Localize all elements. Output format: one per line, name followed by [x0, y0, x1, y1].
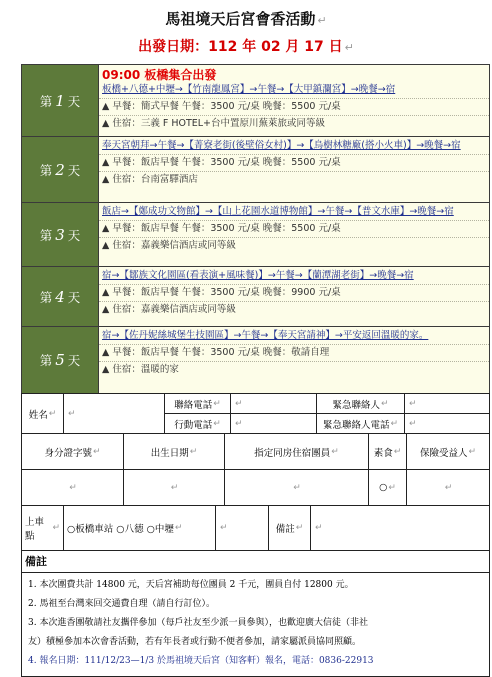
- note-item: 1. 本次團費共計 14800 元，天后宮補助每位團員 2 千元，團員自付 12800 元。: [28, 580, 354, 590]
- roommate-label: 指定同房住宿團員 ↵: [225, 434, 369, 469]
- day-stay-2: ▲ 住宿：台南富驛酒店: [99, 171, 489, 188]
- emergency-phone-label: 緊急聯絡人電話 ↵: [317, 414, 405, 433]
- day-route-5: 宿→【佐丹妮絲城堡生技園區】→午餐→【奉天宮請神】→平安返回溫暖的家。: [102, 330, 429, 341]
- name-label: 姓名 ↵: [22, 394, 64, 433]
- vegetarian-label: 素食 ↵: [369, 434, 407, 469]
- day-stay-5: ▲ 住宿：溫暖的家: [99, 361, 489, 378]
- meeting-time: 09:00 板橋集合出發: [102, 68, 217, 82]
- registration-form: [21, 393, 490, 551]
- day-row-2: [22, 137, 489, 203]
- birth-date-label: 出生日期 ↵: [124, 434, 225, 469]
- id-number-label: 身分證字號 ↵: [22, 434, 124, 469]
- id-number-field[interactable]: ↵: [22, 470, 124, 505]
- day-detail-4: [99, 267, 489, 326]
- mobile-field[interactable]: ↵: [235, 418, 243, 429]
- day-meals-1: ▲ 早餐：簡式早餐 午餐：3500 元/桌 晚餐：5500 元/桌: [99, 98, 489, 115]
- note-item: 2. 馬祖至台灣來回交通費自理（請自行訂位）。: [28, 599, 215, 609]
- day-route-1: 09:00 板橋集合出發 板橋+八德+中壢→【竹南龍鳳宮】→午餐→【大甲鎮瀾宮】→晚餐→宿: [99, 65, 489, 98]
- boarding-options[interactable]: ○板橋車站 ○八德 ○中壢 ↵: [64, 506, 216, 550]
- day-row-4: [22, 267, 489, 327]
- roommate-field[interactable]: ↵: [225, 470, 369, 505]
- remark-field[interactable]: ↵: [315, 523, 323, 533]
- day-meals-2: ▲ 早餐：飯店早餐 午餐：3500 元/桌 晚餐：5500 元/桌: [99, 154, 489, 171]
- emergency-phone-field[interactable]: ↵: [409, 418, 417, 429]
- day-detail-1: [99, 65, 489, 136]
- boarding-spacer: ↵: [216, 506, 269, 550]
- day-label-5: 第 5 天: [22, 327, 99, 393]
- remark-label: 備註 ↵: [269, 506, 311, 550]
- phone-field[interactable]: ↵: [235, 398, 243, 409]
- note-item: 友）積極參加本次會香活動，若有年長者或行動不便者參加，請家屬派員協同照顧。: [28, 637, 362, 647]
- emergency-contact-label: 緊急聯絡人 ↵: [317, 394, 405, 413]
- day-label-2: 第 2 天: [22, 137, 99, 202]
- beneficiary-field[interactable]: ↵: [444, 482, 453, 493]
- boarding-label: 上車點 ↵: [22, 506, 64, 550]
- departure-date: 出發日期：112 年 02 月 17 日 ↵: [138, 39, 354, 55]
- day-detail-5: [99, 327, 489, 393]
- day-stay-3: ▲ 住宿：嘉義樂信酒店或同等級: [99, 237, 489, 254]
- day-meals-4: ▲ 早餐：飯店早餐 午餐：3500 元/桌 晚餐：9900 元/桌: [99, 284, 489, 301]
- notes-list: [22, 573, 489, 671]
- day-detail-2: [99, 137, 489, 202]
- day-label-1: 第 1 天: [22, 65, 99, 136]
- day-row-1: [22, 65, 489, 137]
- note-item: 4. 報名日期：111/12/23—1/3 於馬祖境天后宮（知客軒）報名，電話：0836-22913: [28, 656, 374, 666]
- vegetarian-checkbox[interactable]: ○ ↵: [369, 470, 407, 505]
- day-route-2: 奉天宮朝拜→午餐→【菁寮老街(後壁俗女村)】→【烏樹林糖廠(搭小火車)】→晚餐→宿: [102, 140, 461, 151]
- notes-section: [21, 551, 490, 677]
- day-stay-4: ▲ 住宿：嘉義樂信酒店或同等級: [99, 301, 489, 318]
- notes-title: 備註: [22, 551, 489, 573]
- name-field[interactable]: ↵: [64, 394, 165, 433]
- mobile-label: 行動電話 ↵: [165, 414, 231, 433]
- note-item: 3. 本次進香團敬請社友攜伴參加（每戶社友至少派一員參與），也歡迎廣大信徒（非社: [28, 618, 368, 628]
- day-stay-1: ▲ 住宿：三義 F HOTEL+台中置原川蕪萊旅或同等級: [99, 115, 489, 132]
- phone-label: 聯絡電話 ↵: [165, 394, 231, 413]
- day-detail-3: [99, 203, 489, 266]
- day-route-4: 宿→【鄒族文化園區(看表演+風味餐)】→午餐→【蘭潭湖老街】→晚餐→宿: [102, 270, 414, 281]
- day-row-3: [22, 203, 489, 267]
- itinerary-table: [21, 64, 490, 394]
- birth-date-field[interactable]: ↵: [124, 470, 225, 505]
- day-label-3: 第 3 天: [22, 203, 99, 266]
- beneficiary-label: 保險受益人 ↵: [419, 446, 477, 459]
- day-row-5: [22, 327, 489, 393]
- emergency-contact-field[interactable]: ↵: [409, 398, 417, 409]
- document-title: 馬祖境天后宮會香活動 ↵: [165, 10, 327, 28]
- day-meals-5: ▲ 早餐：飯店早餐 午餐：3500 元/桌 晚餐：敬請自理: [99, 344, 489, 361]
- day-route-3: 飯店→【鄭成功文物館】→【山上花園水道博物館】→午餐→【普文水庫】→晚餐→宿: [102, 206, 454, 217]
- day-label-4: 第 4 天: [22, 267, 99, 326]
- day-meals-3: ▲ 早餐：飯店早餐 午餐：3500 元/桌 晚餐：5500 元/桌: [99, 220, 489, 237]
